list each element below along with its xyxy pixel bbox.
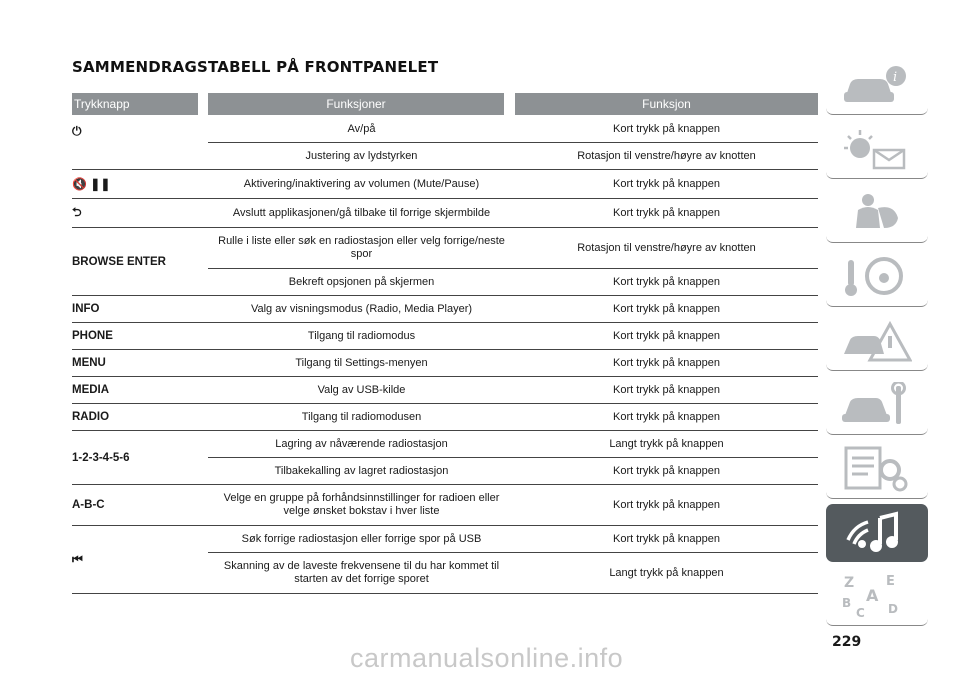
table-row-media xyxy=(72,377,818,404)
function-cell: Tilgang til Settings-menyen xyxy=(295,356,428,369)
tab-car-info[interactable] xyxy=(826,56,928,115)
function-cell: Valg av USB-kilde xyxy=(317,383,406,396)
safety-icon xyxy=(840,190,912,236)
action-cell: Kort trykk på knappen xyxy=(612,356,720,369)
function-cell: Justering av lydstyrken xyxy=(305,149,418,162)
chapter-sidebar xyxy=(826,56,928,631)
function-cell: Tilgang til radiomodusen xyxy=(301,410,422,423)
action-cell: Kort trykk på knappen xyxy=(612,410,720,423)
mute-pause-icon: 🔇 ❚❚ xyxy=(72,177,111,191)
svg-text:A: A xyxy=(866,586,879,605)
svg-text:i: i xyxy=(893,70,898,85)
row-key: PHONE xyxy=(72,330,113,342)
index-icon xyxy=(840,573,912,619)
summary-table xyxy=(72,116,818,594)
tab-multimedia[interactable] xyxy=(826,504,928,562)
function-cell: Skanning av de laveste frekvensene til du har kommet til starten av det forrige sporet xyxy=(223,560,500,585)
tab-emergency[interactable] xyxy=(826,312,928,371)
row-key: MEDIA xyxy=(72,384,110,396)
table-row-presets xyxy=(72,431,818,485)
svg-text:C: C xyxy=(856,606,865,619)
action-cell: Kort trykk på knappen xyxy=(612,122,720,135)
action-cell: Rotasjon til venstre/høyre av knotten xyxy=(577,149,756,162)
svg-text:E: E xyxy=(886,574,895,589)
row-key: INFO xyxy=(72,303,100,315)
multimedia-icon xyxy=(840,510,912,556)
function-cell: Tilgang til radiomodus xyxy=(307,329,416,342)
page-number: 229 xyxy=(832,634,862,650)
table-row-abc xyxy=(72,485,818,526)
svg-text:D: D xyxy=(888,602,898,616)
function-cell: Aktivering/inaktivering av volumen (Mute/Pause) xyxy=(243,177,480,190)
row-key: BROWSE ENTER xyxy=(72,255,166,268)
function-cell: Valg av visningsmodus (Radio, Media Player) xyxy=(250,302,473,315)
back-icon: ⮌ xyxy=(72,204,82,219)
header-functions: Funksjoner xyxy=(208,93,504,115)
tab-index[interactable] xyxy=(826,567,928,626)
svg-text:B: B xyxy=(842,596,852,610)
row-key: RADIO xyxy=(72,411,110,423)
function-cell: Lagring av nåværende radiostasjon xyxy=(275,437,448,450)
row-key: 1-2-3-4-5-6 xyxy=(72,451,130,464)
technical-data-icon xyxy=(840,446,912,492)
action-cell: Kort trykk på knappen xyxy=(612,275,720,288)
maintenance-icon xyxy=(840,382,912,428)
table-row-info xyxy=(72,296,818,323)
tab-safety[interactable] xyxy=(826,184,928,243)
emergency-icon xyxy=(840,318,912,364)
header-key: Trykknapp xyxy=(72,93,198,115)
table-row-radio xyxy=(72,404,818,431)
table-row-back xyxy=(72,199,818,228)
action-cell: Kort trykk på knappen xyxy=(612,498,720,511)
table-row-browse xyxy=(72,228,818,296)
warning-lights-icon xyxy=(840,126,912,172)
action-cell: Kort trykk på knappen xyxy=(612,177,720,190)
row-key: A-B-C xyxy=(72,499,105,511)
table-row-menu xyxy=(72,350,818,377)
watermark: carmanualsonline.info xyxy=(350,643,624,673)
action-cell: Kort trykk på knappen xyxy=(612,302,720,315)
driving-icon xyxy=(840,254,912,300)
function-cell: Velge en gruppe på forhåndsinnstillinger for radioen eller velge ønsket bokstav i hver liste xyxy=(223,492,500,517)
header-function: Funksjon xyxy=(515,93,818,115)
page-title: SAMMENDRAGSTABELL PÅ FRONTPANELET xyxy=(72,58,439,76)
function-cell: Søk forrige radiostasjon eller forrige spor på USB xyxy=(241,532,482,545)
action-cell: Kort trykk på knappen xyxy=(612,206,720,219)
action-cell: Kort trykk på knappen xyxy=(612,383,720,396)
table-row-mute xyxy=(72,170,818,199)
function-cell: Bekreft opsjonen på skjermen xyxy=(288,275,435,288)
previous-track-icon: ⏮ xyxy=(72,552,83,566)
action-cell: Kort trykk på knappen xyxy=(612,464,720,477)
tab-driving[interactable] xyxy=(826,248,928,307)
function-cell: Rulle i liste eller søk en radiostasjon eller velg forrige/neste spor xyxy=(218,235,505,260)
function-cell: Tilbakekalling av lagret radiostasjon xyxy=(274,464,449,477)
action-cell: Kort trykk på knappen xyxy=(612,329,720,342)
action-cell: Kort trykk på knappen xyxy=(612,532,720,545)
svg-text:Z: Z xyxy=(844,575,855,591)
action-cell: Langt trykk på knappen xyxy=(609,437,724,450)
tab-warning-lights[interactable] xyxy=(826,120,928,179)
car-info-icon xyxy=(840,62,912,108)
action-cell: Langt trykk på knappen xyxy=(609,566,724,579)
table-row-power xyxy=(72,116,818,170)
power-icon: ⏻ xyxy=(72,124,82,138)
tab-maintenance[interactable] xyxy=(826,376,928,435)
table-row-previous xyxy=(72,526,818,594)
row-key: MENU xyxy=(72,357,106,369)
tab-technical-data[interactable] xyxy=(826,440,928,499)
function-cell: Av/på xyxy=(347,122,376,135)
table-row-phone xyxy=(72,323,818,350)
function-cell: Avslutt applikasjonen/gå tilbake til forrige skjermbilde xyxy=(232,206,491,219)
action-cell: Rotasjon til venstre/høyre av knotten xyxy=(577,241,756,254)
